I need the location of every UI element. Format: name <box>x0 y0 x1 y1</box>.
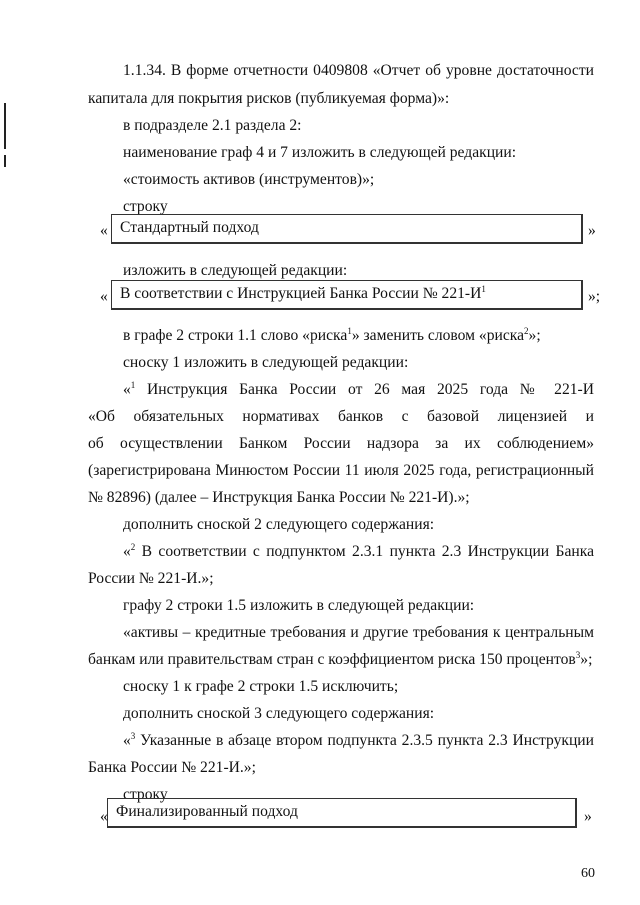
text: « <box>123 381 131 398</box>
paragraph-line: капитала для покрытия рисков (публикуемая форма)»: <box>88 90 450 107</box>
close-quote: »; <box>588 288 601 305</box>
paragraph-line: сноску 1 изложить в следующей редакции: <box>123 354 409 371</box>
box-text: Стандартный подход <box>120 219 259 236</box>
superscript: 2 <box>524 326 529 336</box>
paragraph-line <box>123 380 594 400</box>
text: »; <box>528 327 541 344</box>
superscript: 1 <box>130 380 136 390</box>
paragraph-line <box>123 731 594 751</box>
margin-mark <box>4 103 6 149</box>
paragraph-line: Банка России № 221-И.»; <box>88 759 256 776</box>
paragraph-line: графу 2 строки 1.5 изложить в следующей редакции: <box>123 597 475 614</box>
paragraph-line: дополнить сноской 3 следующего содержания: <box>123 705 435 722</box>
superscript: 3 <box>575 650 581 660</box>
page-number: 60 <box>581 866 595 881</box>
paragraph-line: в подразделе 2.1 раздела 2: <box>123 117 302 134</box>
open-quote: « <box>100 222 108 239</box>
superscript: 3 <box>130 731 136 741</box>
table-row-box <box>107 798 577 828</box>
paragraph-line <box>123 542 594 562</box>
text: » заменить словом «риска <box>351 327 525 344</box>
paragraph-line: сноску 1 к графе 2 строки 1.5 исключить; <box>123 678 399 695</box>
close-quote: » <box>584 808 592 825</box>
paragraph-line: (зарегистрирована Минюстом России 11 июля 2025 года, регистрационный <box>88 462 594 479</box>
paragraph-line: дополнить сноской 2 следующего содержания: <box>123 516 435 533</box>
paragraph-line: изложить в следующей редакции: <box>123 262 348 279</box>
superscript: 2 <box>130 542 136 552</box>
open-quote: « <box>100 808 108 825</box>
text: »; <box>580 651 593 668</box>
text: « <box>123 732 131 749</box>
paragraph-line: наименование граф 4 и 7 изложить в следующей редакции: <box>123 144 517 161</box>
close-quote: » <box>588 222 596 239</box>
margin-mark <box>4 155 6 167</box>
paragraph-line: строку <box>123 786 168 803</box>
text: « <box>123 543 131 560</box>
box-text: Финализированный подход <box>116 803 298 820</box>
paragraph-line <box>123 326 541 346</box>
superscript: 1 <box>347 326 352 336</box>
box-text: В соответствии с Инструкцией Банка России № 221-И <box>120 285 482 302</box>
text: Указанные в абзаце втором подпункта 2.3.5 пункта 2.3 Инструкции <box>135 732 594 749</box>
paragraph-line: строку <box>123 198 168 215</box>
paragraph-line <box>88 650 592 670</box>
text: В соответствии с подпунктом 2.3.1 пункта 2.3 Инструкции Банка <box>135 543 594 560</box>
paragraph-line: «Об обязательных нормативах банков с базовой лицензией и <box>88 408 594 425</box>
table-row-box <box>111 280 583 310</box>
table-row-box <box>111 214 583 244</box>
paragraph-line: № 82896) (далее – Инструкция Банка России № 221-И).»; <box>88 489 470 506</box>
footnote-ref: 1 <box>481 284 486 294</box>
text: банкам или правительствам стран с коэффициентом риска 150 процентов <box>88 651 576 668</box>
open-quote: « <box>100 288 108 305</box>
paragraph-line: 1.1.34. В форме отчетности 0409808 «Отчет об уровне достаточности <box>123 62 594 79</box>
paragraph-line: «активы – кредитные требования и другие требования к центральным <box>123 624 594 641</box>
text: в графе 2 строки 1.1 слово «риска <box>123 327 348 344</box>
paragraph-line: «стоимость активов (инструментов)»; <box>123 171 375 188</box>
text: Инструкция Банка России от 26 мая 2025 года № 221-И <box>147 381 595 398</box>
paragraph-line: об осуществлении Банком России надзора за их соблюдением» <box>88 435 594 452</box>
paragraph-line: России № 221-И.»; <box>88 570 214 587</box>
